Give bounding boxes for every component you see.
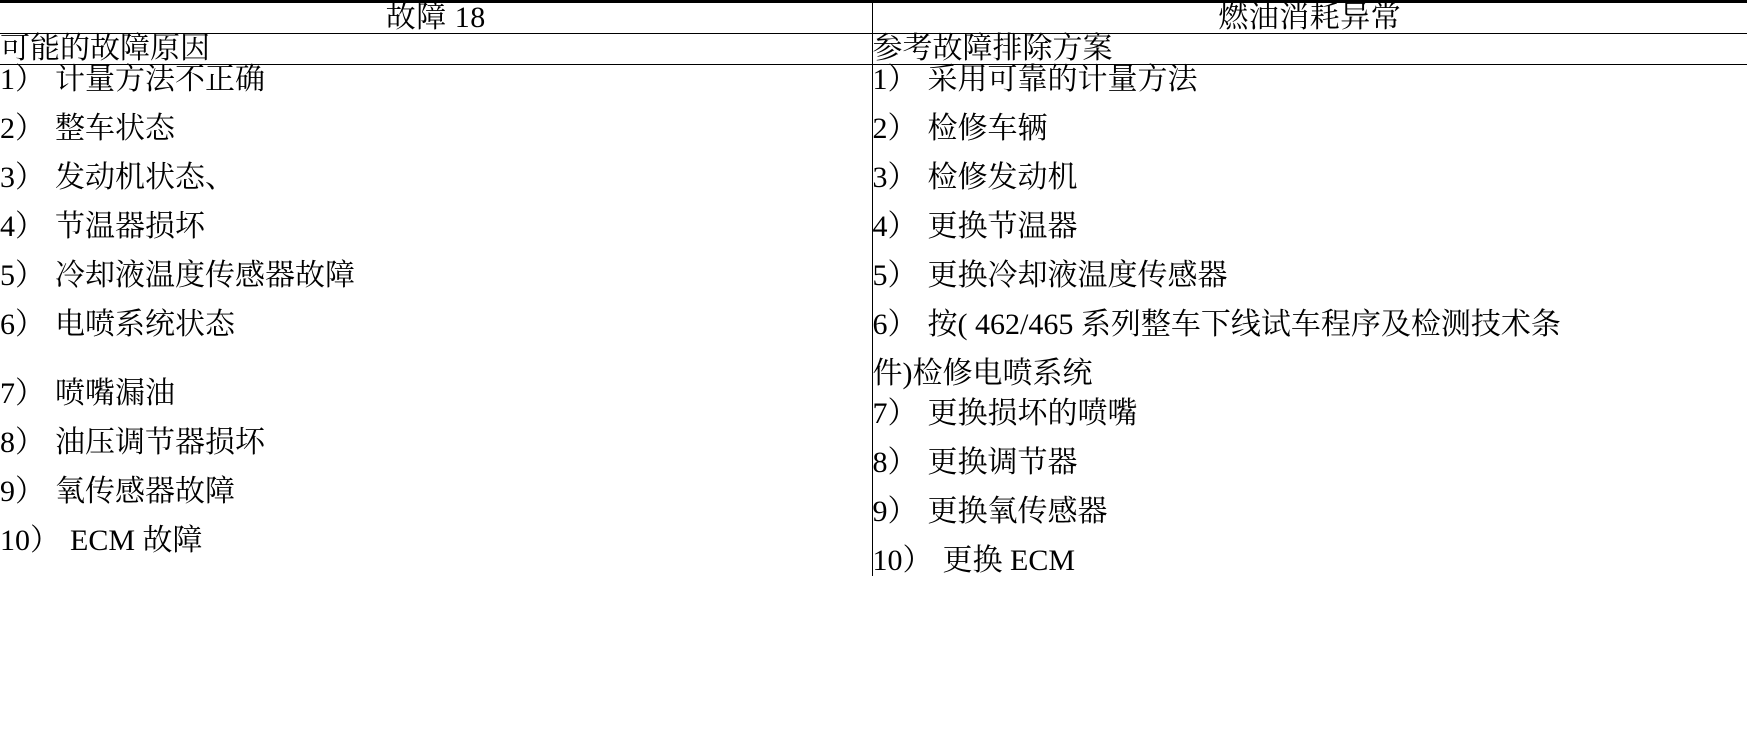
item-text: 节温器损坏 (55, 210, 205, 243)
item-text: ECM 故障 (70, 524, 203, 557)
item-number: 3） (872, 161, 918, 194)
list-item (0, 212, 872, 242)
item-text: 计量方法不正确 (55, 63, 265, 96)
subheader-cell-solutions: 参考故障排除方案 (872, 34, 1747, 65)
list-item (0, 261, 872, 291)
item-text: 更换节温器 (927, 210, 1078, 243)
item-text: 更换 ECM (942, 544, 1076, 577)
item-text: 氧传感器故障 (55, 475, 235, 508)
item-number: 7） (0, 377, 45, 410)
list-item (873, 65, 1747, 95)
item-text: 电喷系统状态 (55, 308, 235, 341)
list-item (873, 163, 1747, 193)
solutions-cell (872, 65, 1747, 577)
item-text: 检修车辆 (927, 112, 1048, 145)
item-number: 9） (872, 495, 918, 528)
table-subheader-row (0, 34, 1747, 65)
list-item (0, 65, 872, 95)
item-text-continued: 件)检修电喷系统 (872, 357, 1093, 390)
item-number: 9） (0, 475, 45, 508)
list-item (873, 212, 1747, 242)
item-number: 1） (0, 63, 45, 96)
item-text: 油压调节器损坏 (55, 426, 265, 459)
item-number: 10） (0, 524, 60, 557)
list-item (0, 477, 872, 507)
item-number: 10） (872, 544, 933, 577)
item-text: 更换冷却液温度传感器 (927, 259, 1228, 292)
list-item (0, 163, 872, 193)
list-item (0, 526, 872, 556)
list-item-multiline (873, 310, 1747, 340)
item-number: 5） (872, 259, 918, 292)
row-spacer (0, 359, 872, 369)
header-cell-fault-id: 故障 18 (0, 2, 872, 34)
item-number: 8） (872, 446, 918, 479)
causes-cell (0, 65, 872, 577)
list-item (873, 546, 1747, 576)
item-text: 整车状态 (55, 112, 175, 145)
item-text: 喷嘴漏油 (55, 377, 175, 410)
item-number: 3） (0, 161, 45, 194)
item-number: 2） (0, 112, 45, 145)
list-item (873, 448, 1747, 478)
item-text: 检修发动机 (927, 161, 1078, 194)
item-number: 4） (872, 210, 918, 243)
item-number: 5） (0, 259, 45, 292)
list-item (873, 497, 1747, 527)
item-text: 按( 462/465 系列整车下线试车程序及检测技术条 (927, 308, 1561, 341)
item-number: 8） (0, 426, 45, 459)
item-text: 采用可靠的计量方法 (927, 63, 1198, 96)
list-item (873, 399, 1747, 429)
list-item (0, 379, 872, 409)
item-number: 2） (872, 112, 918, 145)
list-item (873, 261, 1747, 291)
list-item (0, 310, 872, 340)
item-number: 4） (0, 210, 45, 243)
item-number: 7） (872, 397, 918, 430)
list-item (873, 114, 1747, 144)
table-header-row (0, 2, 1747, 34)
subheader-cell-causes: 可能的故障原因 (0, 34, 872, 65)
header-cell-fault-name: 燃油消耗异常 (872, 2, 1747, 34)
item-text: 更换损坏的喷嘴 (927, 397, 1138, 430)
item-text: 更换调节器 (927, 446, 1078, 479)
item-text: 更换氧传感器 (927, 495, 1108, 528)
item-text: 冷却液温度传感器故障 (55, 259, 355, 292)
item-number: 6） (0, 308, 45, 341)
table-body-row (0, 65, 1747, 577)
item-text: 发动机状态、 (55, 161, 235, 194)
item-number: 1） (872, 63, 918, 96)
item-number: 6） (872, 308, 918, 341)
list-item (0, 114, 872, 144)
list-item (0, 428, 872, 458)
